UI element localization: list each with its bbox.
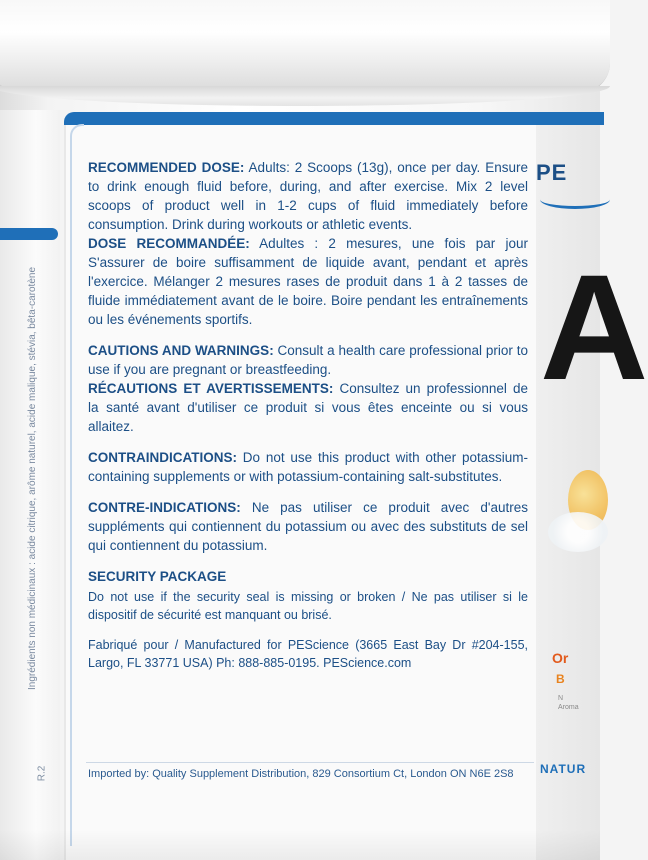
cautions-fr-title: RÉCAUTIONS ET AVERTISSEMENTS:: [88, 381, 334, 396]
contra-title: CONTRAINDICATIONS:: [88, 450, 237, 465]
recommended-dose-en: [88, 158, 528, 234]
lot-code: R.2: [36, 765, 48, 782]
front-fine-print: [558, 694, 579, 712]
contra-fr-title: CONTRE-INDICATIONS:: [88, 500, 241, 515]
recommended-dose-title: RECOMMENDED DOSE:: [88, 160, 245, 175]
container-lid: [0, 0, 610, 93]
contraindications-en: [88, 448, 528, 486]
label-top-stripe: [64, 112, 604, 125]
cautions-fr-text: Consultez un professionnel de la santé avant d'utiliser ce produit si vous êtes enceinte ou si vous allaitez.: [88, 381, 528, 434]
label-text-block: [88, 158, 528, 684]
cautions-fr: [88, 379, 528, 436]
side-ingredients-text: Ingrédients non médicinaux : acide citrique, arôme naturel, acide malique, stévia, bêta-carotène: [27, 266, 38, 690]
lid-rim: [0, 86, 610, 106]
cautions-text: Consult a health care professional prior to use if you are pregnant or breastfeeding.: [88, 343, 528, 377]
recommended-dose-text: Adults: 2 Scoops (13g), once per day. Ensure to drink enough fluid before, during, and after exercise. Mix 2 level scoops of product well in 1-2 cups of fluid immediately before consumption. Drink during workouts or athletic events.: [88, 160, 528, 232]
security-title: SECURITY PACKAGE: [88, 569, 227, 584]
label-divider: [86, 762, 534, 763]
dose-fr-text: Adultes : 2 mesures, une fois par jour S'assurer de boire suffisamment de liquide avant, pendant et après l'exercice. Mélanger 2 mesures rases de produit dans 1 à 2 tasses de fluide immédiatement avant de le boire. Boire pendant les entraînements ou les événements sportifs.: [88, 236, 528, 327]
cautions-en: [88, 341, 528, 379]
splash-image: [548, 512, 608, 552]
flavor-sub-partial: B: [556, 672, 565, 686]
contra-fr-text: Ne pas utiliser ce produit avec d'autres suppléments qui contiennent du potassium ou avec des substituts de sel qui contiennent du potassium.: [88, 500, 528, 553]
brand-logo-partial: PE: [536, 160, 568, 185]
dose-fr-title: DOSE RECOMMANDÉE:: [88, 236, 250, 251]
recommended-dose-fr: [88, 234, 528, 329]
importer-text: Imported by: Quality Supplement Distribution, 829 Consortium Ct, London ON N6E 2S8: [88, 768, 514, 780]
fine-print-line-2: Aroma: [558, 704, 579, 711]
manufacturer-text: Fabriqué pour / Manufactured for PEScience (3665 East Bay Dr #204-155, Largo, FL 33771 USA) Ph: 888-885-0195. PEScience.com: [88, 638, 528, 670]
contra-text: Do not use this product with other potassium-containing supplements or with potassium-containing salt-substitutes.: [88, 450, 528, 484]
cautions-title: CAUTIONS AND WARNINGS:: [88, 343, 274, 358]
bottom-shadow: [0, 830, 600, 860]
tagline-partial: NATUR: [540, 762, 587, 776]
flavor-name-partial: Or: [552, 650, 569, 666]
brand-swoosh-icon: [540, 190, 610, 209]
product-name-partial: A: [540, 243, 648, 411]
label-inner-border: [70, 124, 84, 846]
security-text: Do not use if the security seal is missing or broken / Ne pas utiliser si le dispositif de sécurité est manquant ou brisé.: [88, 590, 528, 622]
contraindications-fr: [88, 498, 528, 555]
fine-print-line-1: N: [558, 695, 564, 702]
